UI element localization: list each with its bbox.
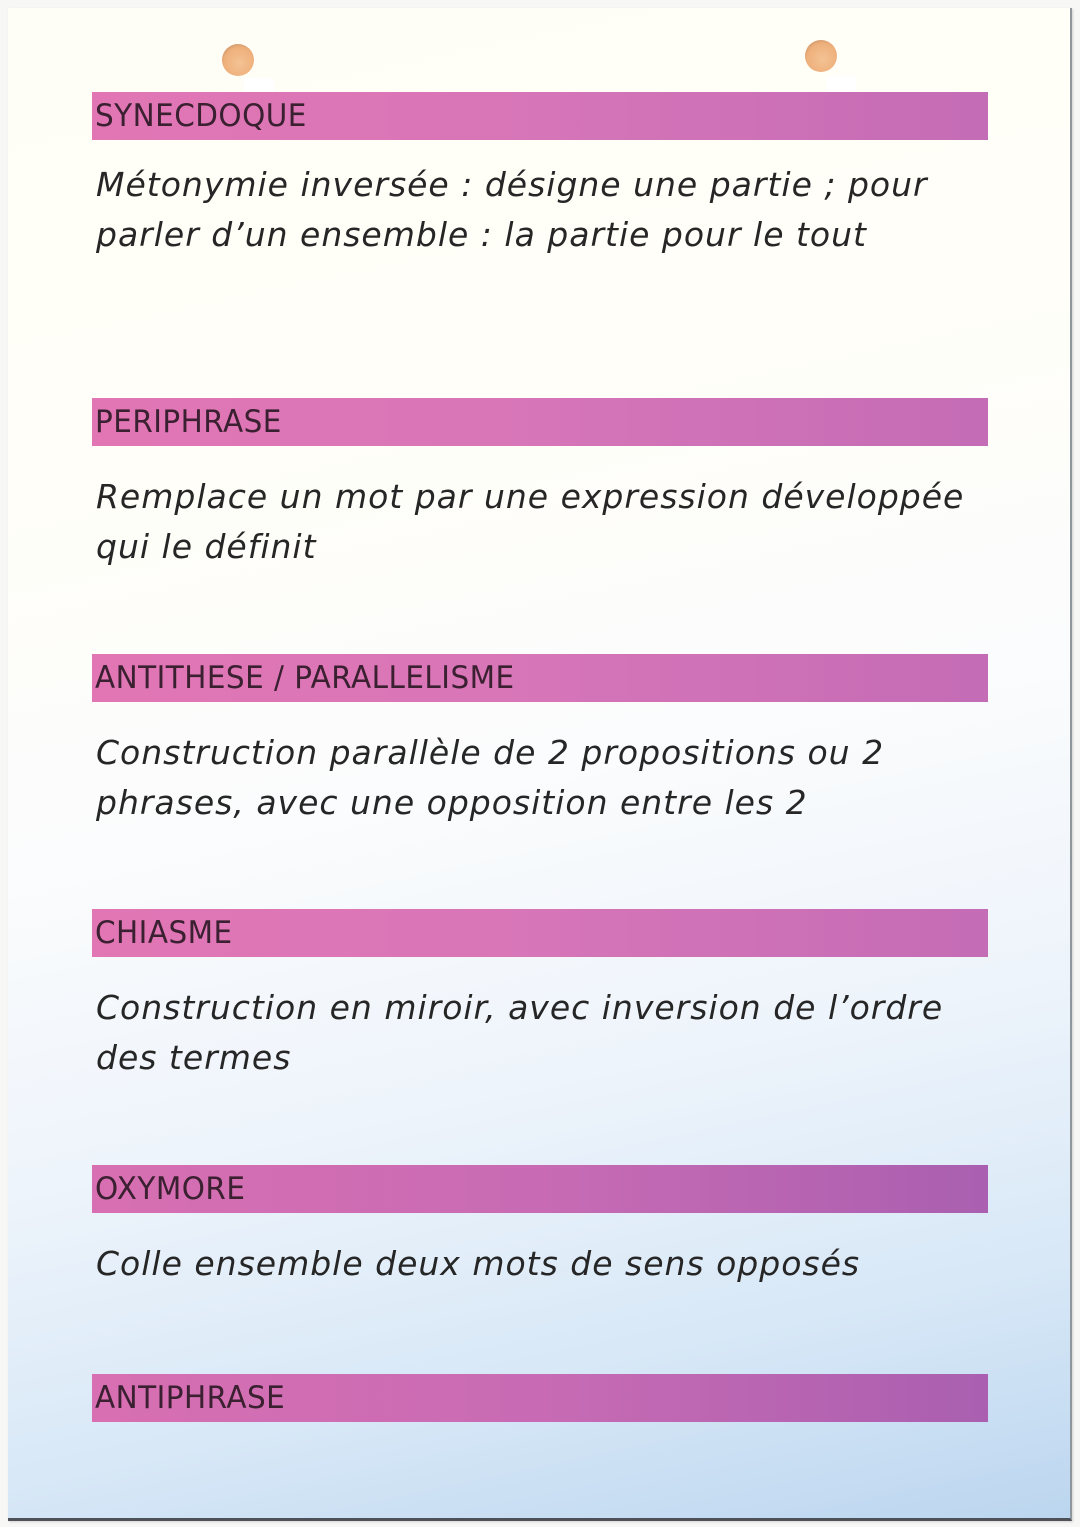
- section-definition: Métonymie inversée : désigne une partie ; pour parler d’un ensemble : la partie pour le tout: [96, 165, 928, 254]
- section-header-bar: [92, 1165, 988, 1213]
- section-header-bar: [92, 398, 988, 446]
- section-header-bar: [92, 909, 988, 957]
- section-antithese-parallelisme: [92, 654, 988, 828]
- punch-hole-left: [222, 44, 254, 76]
- section-header-bar: [92, 1374, 988, 1422]
- section-periphrase: [92, 398, 988, 572]
- flashcard: [8, 8, 1072, 1521]
- section-synecdoque: [92, 92, 988, 260]
- section-title: ANTITHESE / PARALLELISME: [95, 660, 515, 696]
- section-oxymore: [92, 1165, 988, 1289]
- section-title: OXYMORE: [95, 1171, 246, 1207]
- section-chiasme: [92, 909, 988, 1083]
- section-definition: Colle ensemble deux mots de sens opposés: [96, 1244, 861, 1283]
- section-definition: Remplace un mot par une expression développée qui le définit: [96, 477, 965, 566]
- section-definition: Construction parallèle de 2 propositions ou 2 phrases, avec une opposition entre les 2: [96, 733, 885, 822]
- section-header-bar: [92, 92, 988, 140]
- punch-hole-right: [805, 40, 837, 72]
- section-title: CHIASME: [95, 915, 233, 951]
- section-antiphrase: [92, 1374, 988, 1422]
- section-title: ANTIPHRASE: [95, 1380, 286, 1416]
- section-title: PERIPHRASE: [95, 404, 282, 440]
- section-title: SYNECDOQUE: [95, 98, 307, 134]
- section-header-bar: [92, 654, 988, 702]
- section-definition: Construction en miroir, avec inversion de l’ordre des termes: [96, 988, 944, 1077]
